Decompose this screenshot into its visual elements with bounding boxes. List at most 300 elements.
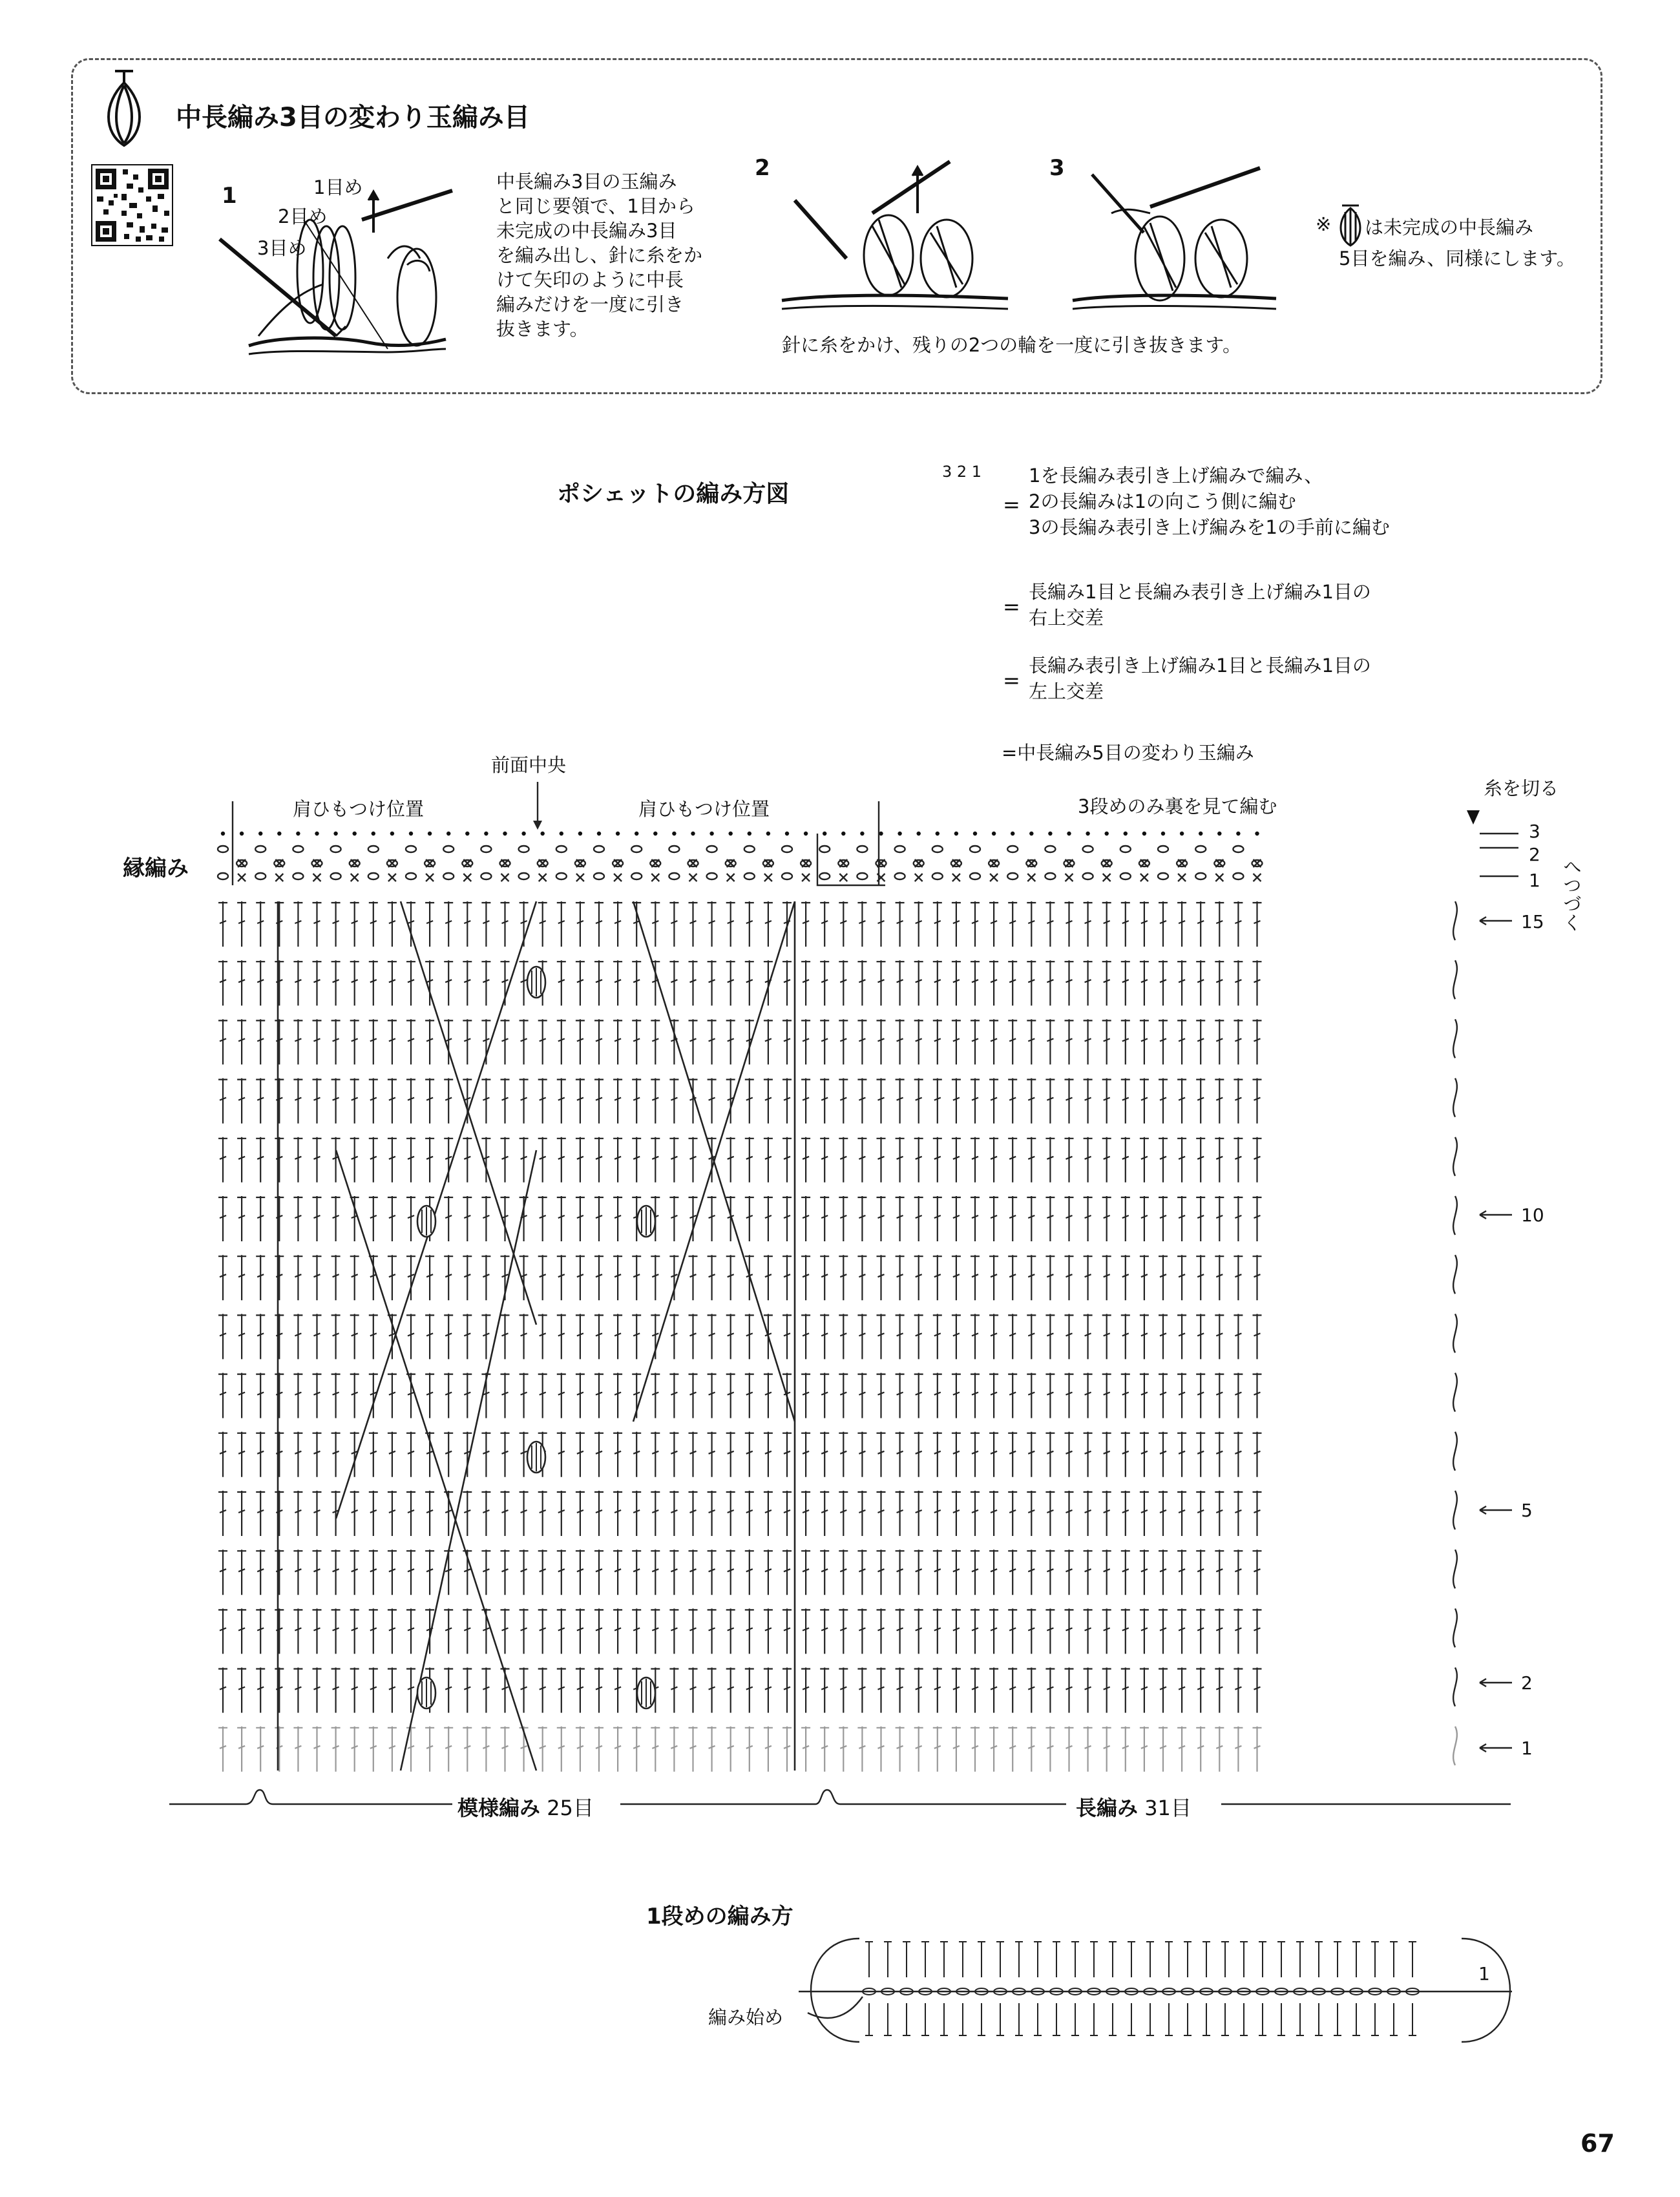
sc-stitch <box>1178 874 1186 881</box>
dc-stitch <box>1084 960 1093 1005</box>
dc-stitch <box>331 1255 341 1300</box>
dc-stitch <box>689 1255 698 1300</box>
dc-stitch <box>651 901 660 947</box>
dc-stitch <box>896 1668 905 1713</box>
dc-stitch <box>425 1019 434 1064</box>
dc-stitch <box>293 1196 302 1241</box>
dc-stitch <box>256 1196 265 1241</box>
dc-stitch <box>651 1019 660 1064</box>
dc-stitch <box>952 1314 961 1359</box>
dc-stitch <box>1121 1314 1130 1359</box>
dc-stitch <box>952 1196 961 1241</box>
dc-stitch <box>256 1255 265 1300</box>
dc-stitch <box>293 1373 302 1418</box>
dc-stitch <box>632 1550 641 1595</box>
chain-stitch <box>331 846 341 852</box>
dc-stitch <box>745 960 754 1005</box>
chain-stitch <box>782 873 792 879</box>
dc-stitch <box>1253 1373 1262 1418</box>
dc-stitch <box>839 1608 848 1654</box>
dc-stitch <box>1008 1373 1017 1418</box>
chain-stitch <box>707 846 717 852</box>
dc-stitch <box>293 1491 302 1536</box>
dc-stitch <box>952 1078 961 1124</box>
dc-stitch <box>877 1668 886 1713</box>
dc-stitch <box>1234 901 1243 947</box>
dc-stitch <box>1177 1550 1186 1595</box>
dc-stitch <box>520 1019 529 1064</box>
dc-stitch <box>256 1550 265 1595</box>
chain-stitch <box>218 873 228 879</box>
dc-stitch <box>726 1668 735 1713</box>
dc-stitch <box>1008 1491 1017 1536</box>
dc-stitch <box>839 1137 848 1183</box>
dc-stitch <box>914 1255 923 1300</box>
edging-dot <box>1142 832 1146 836</box>
dc-stitch <box>350 1255 359 1300</box>
chain-stitch <box>519 873 529 879</box>
dc-stitch <box>1102 1078 1111 1124</box>
edging-dot <box>578 832 582 836</box>
dc-stitch <box>820 1491 829 1536</box>
dc-stitch <box>726 1727 735 1772</box>
turning-chain <box>1453 1373 1457 1412</box>
dc-stitch <box>1234 1255 1243 1300</box>
dc-stitch <box>481 1078 490 1124</box>
dc-stitch <box>256 1668 265 1713</box>
dc-stitch <box>708 1373 717 1418</box>
dc-stitch <box>971 1314 980 1359</box>
dc-stitch <box>726 1550 735 1595</box>
chain-stitch <box>1195 873 1206 879</box>
sc-stitch <box>539 874 547 881</box>
edging-dot <box>1067 832 1071 836</box>
dc-stitch <box>1045 1019 1055 1064</box>
dc-stitch <box>275 1491 284 1536</box>
dc-stitch <box>1215 1137 1224 1183</box>
dc-stitch <box>989 1019 998 1064</box>
dc-stitch <box>1215 1491 1224 1536</box>
chain-stitch <box>895 873 905 879</box>
dc-stitch <box>726 1608 735 1654</box>
dc-stitch <box>1253 960 1262 1005</box>
dc-stitch <box>313 1019 322 1064</box>
dc-stitch <box>1196 960 1205 1005</box>
edging-dot <box>653 832 657 836</box>
dc-stitch <box>406 1491 415 1536</box>
dc-stitch <box>444 1314 453 1359</box>
dc-stitch <box>726 1019 735 1064</box>
sc-stitch <box>313 874 321 881</box>
dc-stitch <box>1159 1019 1168 1064</box>
dc-stitch <box>237 1196 246 1241</box>
dc-stitch <box>708 960 717 1005</box>
chain-stitch <box>669 846 679 852</box>
dc-stitch <box>632 1255 641 1300</box>
dc-stitch <box>293 1432 302 1477</box>
dc-stitch <box>520 1373 529 1418</box>
dc-stitch <box>369 1550 378 1595</box>
dc-stitch <box>857 1608 866 1654</box>
dc-stitch <box>933 1727 942 1772</box>
chain-stitch <box>443 873 454 879</box>
edging-dot <box>296 832 300 836</box>
dc-stitch <box>218 1137 227 1183</box>
edging-dot <box>390 832 394 836</box>
dc-stitch <box>745 1078 754 1124</box>
dc-stitch <box>538 1019 547 1064</box>
dc-stitch <box>1234 1491 1243 1536</box>
dc-stitch <box>1121 1608 1130 1654</box>
dc-stitch <box>1196 1137 1205 1183</box>
dc-stitch <box>313 1550 322 1595</box>
dc-stitch <box>481 1550 490 1595</box>
dc-stitch <box>594 1137 604 1183</box>
chain-stitch <box>631 873 642 879</box>
dc-stitch <box>971 1491 980 1536</box>
dc-stitch <box>1159 1078 1168 1124</box>
dc-stitch <box>237 1255 246 1300</box>
row1-dc-top <box>959 1942 967 1977</box>
dc-stitch <box>331 1668 341 1713</box>
chain-stitch <box>406 846 416 852</box>
chain-stitch <box>481 873 491 879</box>
dc-stitch <box>293 1078 302 1124</box>
dc-stitch <box>764 1137 773 1183</box>
turning-chain <box>1453 901 1457 940</box>
dc-stitch <box>801 1491 810 1536</box>
dc-stitch <box>350 901 359 947</box>
dc-stitch <box>1140 1196 1149 1241</box>
dc-stitch <box>914 1668 923 1713</box>
row1-dc-top <box>940 1942 948 1977</box>
dc-stitch <box>388 1491 397 1536</box>
dc-stitch <box>1027 1137 1036 1183</box>
dc-stitch <box>313 1373 322 1418</box>
dc-stitch <box>218 1255 227 1300</box>
dc-stitch <box>689 1432 698 1477</box>
sc-stitch <box>764 874 772 881</box>
dc-stitch <box>801 1608 810 1654</box>
dc-stitch <box>538 1078 547 1124</box>
dc-stitch <box>1027 1373 1036 1418</box>
cut-yarn-marker <box>1467 810 1480 825</box>
dc-stitch <box>1196 901 1205 947</box>
row-number-1: 1 <box>1521 1738 1533 1759</box>
dc-stitch <box>1027 1255 1036 1300</box>
dc-stitch <box>293 960 302 1005</box>
dc-stitch <box>989 1255 998 1300</box>
dc-stitch <box>1215 1255 1224 1300</box>
dc-stitch <box>1045 1137 1055 1183</box>
dc-stitch <box>481 1255 490 1300</box>
step1-label-3: 3目め <box>257 237 307 259</box>
dc-stitch <box>764 1432 773 1477</box>
chain-stitch <box>255 846 266 852</box>
dc-stitch <box>1177 960 1186 1005</box>
row1-dc-bottom <box>1165 2003 1173 2035</box>
dc-stitch <box>406 1608 415 1654</box>
dc-stitch <box>1065 1255 1074 1300</box>
dc-stitch <box>237 960 246 1005</box>
dc-stitch <box>669 1078 678 1124</box>
dc-stitch <box>275 1255 284 1300</box>
dc-stitch <box>1253 901 1262 947</box>
continue-label: へつづく <box>1560 857 1582 932</box>
dc-stitch <box>839 1550 848 1595</box>
edging-dot <box>766 832 770 836</box>
dc-stitch <box>1008 1196 1017 1241</box>
dc-stitch <box>275 1432 284 1477</box>
dc-stitch <box>1196 1608 1205 1654</box>
dc-stitch <box>669 1373 678 1418</box>
cable-cross <box>336 901 536 1519</box>
dc-stitch <box>1008 1668 1017 1713</box>
dc-stitch <box>1045 1668 1055 1713</box>
front-center-label: 前面中央 <box>491 754 567 776</box>
edging-dot <box>409 832 413 836</box>
dc-stitch <box>1177 1196 1186 1241</box>
dc-stitch <box>669 1727 678 1772</box>
dc-stitch <box>896 1019 905 1064</box>
dc-stitch <box>1102 1727 1111 1772</box>
dc-stitch <box>1177 1314 1186 1359</box>
dc-stitch <box>689 1608 698 1654</box>
dc-stitch <box>857 1078 866 1124</box>
dc-stitch <box>1159 1668 1168 1713</box>
dc-stitch <box>557 1668 566 1713</box>
dc-stitch <box>1121 1019 1130 1064</box>
pattern-brace <box>169 1790 452 1804</box>
dc-stitch <box>613 1491 622 1536</box>
dc-stitch <box>444 1668 453 1713</box>
dc-stitch <box>1159 1314 1168 1359</box>
dc-stitch <box>463 1491 472 1536</box>
dc-stitch <box>764 1668 773 1713</box>
dc-stitch <box>764 1491 773 1536</box>
chain-stitch <box>707 873 717 879</box>
dc-stitch <box>1234 1196 1243 1241</box>
chain-stitch <box>519 846 529 852</box>
row1-dc-bottom <box>1409 2003 1416 2035</box>
dc-stitch <box>1027 1196 1036 1241</box>
dc-stitch <box>1159 1608 1168 1654</box>
dc-stitch <box>689 1491 698 1536</box>
turning-chain <box>1453 1550 1457 1588</box>
dc-stitch <box>933 1019 942 1064</box>
dc-stitch <box>275 1668 284 1713</box>
dc-stitch <box>801 1550 810 1595</box>
dc-stitch <box>989 1196 998 1241</box>
turning-chain <box>1453 1314 1457 1352</box>
edging-dot <box>879 832 883 836</box>
dc-stitch <box>745 1668 754 1713</box>
dc-stitch <box>801 1373 810 1418</box>
edging-dot <box>1105 832 1109 836</box>
dc-stitch <box>914 1019 923 1064</box>
turning-chain <box>1453 1608 1457 1647</box>
dc-stitch <box>1140 901 1149 947</box>
sc-stitch <box>689 874 697 881</box>
dc-stitch <box>708 1727 717 1772</box>
dc-stitch <box>877 1608 886 1654</box>
dc-stitch <box>463 1668 472 1713</box>
dc-stitch <box>726 960 735 1005</box>
dc-stitch <box>1027 960 1036 1005</box>
sc-stitch <box>952 874 960 881</box>
dc-stitch <box>896 1432 905 1477</box>
dc-stitch <box>218 1727 227 1772</box>
dc-stitch <box>1177 1727 1186 1772</box>
dc-stitch <box>576 901 585 947</box>
row1-dc-bottom <box>1352 2003 1360 2035</box>
edging-dot <box>1161 832 1165 836</box>
dc-stitch <box>613 1078 622 1124</box>
chain-stitch <box>406 873 416 879</box>
dc-stitch <box>1027 1550 1036 1595</box>
dc-stitch <box>971 901 980 947</box>
dc-stitch <box>1140 1078 1149 1124</box>
dc-stitch <box>256 1078 265 1124</box>
row1-dc-bottom <box>903 2003 910 2035</box>
chain-stitch <box>368 846 379 852</box>
dc-stitch <box>764 1078 773 1124</box>
row1-dc-top <box>1165 1942 1173 1977</box>
dc-stitch <box>275 1373 284 1418</box>
dc-stitch <box>914 1608 923 1654</box>
dc-stitch <box>989 1608 998 1654</box>
dc-stitch <box>576 1255 585 1300</box>
dc-stitch <box>576 1550 585 1595</box>
dc-stitch <box>1215 1608 1224 1654</box>
dc-stitch <box>1008 1314 1017 1359</box>
dc-stitch <box>933 1078 942 1124</box>
dc-stitch <box>293 1608 302 1654</box>
dc-stitch <box>801 1255 810 1300</box>
dc-stitch <box>501 1608 510 1654</box>
dc-stitch <box>406 1137 415 1183</box>
dc-stitch <box>594 960 604 1005</box>
dc-stitch <box>557 1196 566 1241</box>
dc-stitch <box>256 1727 265 1772</box>
dc-stitch <box>857 1668 866 1713</box>
dc-stitch <box>839 1373 848 1418</box>
dc-stitch <box>613 1314 622 1359</box>
dc-stitch <box>877 1255 886 1300</box>
dc-stitch <box>896 1373 905 1418</box>
note-line-1: は未完成の中長編み <box>1365 216 1534 238</box>
dc-stitch <box>669 1668 678 1713</box>
dc-stitch <box>820 1019 829 1064</box>
dc-stitch <box>689 1314 698 1359</box>
dc-stitch <box>801 1137 810 1183</box>
dc-stitch <box>782 1019 792 1064</box>
dc-stitch <box>933 1196 942 1241</box>
dc-stitch <box>1027 1608 1036 1654</box>
dc-stitch <box>1234 1608 1243 1654</box>
dc-stitch <box>820 901 829 947</box>
dc-stitch <box>576 1196 585 1241</box>
dc-stitch <box>1215 1078 1224 1124</box>
chain-stitch <box>368 873 379 879</box>
dc-stitch <box>293 1727 302 1772</box>
dc-stitch <box>425 1550 434 1595</box>
dc-stitch <box>971 960 980 1005</box>
dc-stitch <box>1121 1078 1130 1124</box>
chain-stitch <box>255 873 266 879</box>
dc-stitch <box>782 1255 792 1300</box>
dc-stitch <box>952 1255 961 1300</box>
edging-dot <box>221 832 225 836</box>
dc-stitch <box>820 960 829 1005</box>
sc-stitch <box>990 874 998 881</box>
dc-stitch <box>388 1550 397 1595</box>
row1-dc-bottom <box>1334 2003 1341 2035</box>
dc-stitch <box>1084 1196 1093 1241</box>
edging-dot <box>1029 832 1033 836</box>
dc-stitch <box>708 1314 717 1359</box>
dc-stitch <box>1065 1550 1074 1595</box>
dc-stitch <box>425 1078 434 1124</box>
dc-stitch <box>350 1668 359 1713</box>
dc-stitch <box>369 1727 378 1772</box>
dc-stitch <box>501 1491 510 1536</box>
dc-stitch <box>275 1196 284 1241</box>
dc-stitch <box>933 901 942 947</box>
dc-stitch <box>613 1196 622 1241</box>
dc-stitch <box>313 1432 322 1477</box>
dc-stitch <box>237 1550 246 1595</box>
front-center-arrowhead <box>533 821 542 830</box>
dc-stitch <box>839 1668 848 1713</box>
dc-stitch <box>801 1196 810 1241</box>
cable-cross <box>336 1150 536 1771</box>
dc-stitch <box>632 1432 641 1477</box>
dc-stitch <box>857 1137 866 1183</box>
edging-dot <box>446 832 450 836</box>
dc-stitch <box>293 1668 302 1713</box>
dc-stitch <box>256 901 265 947</box>
dc-stitch <box>406 960 415 1005</box>
dc-stitch <box>1159 1137 1168 1183</box>
dc-stitch <box>989 960 998 1005</box>
legend-2-text: 長編み1目と長編み表引き上げ編み1目の 右上交差 <box>1029 581 1371 629</box>
dc-stitch <box>1140 1668 1149 1713</box>
dc-stitch <box>971 1137 980 1183</box>
dc-stitch <box>331 1373 341 1418</box>
dc-stitch <box>989 1137 998 1183</box>
row1-dc-top <box>903 1942 910 1977</box>
turning-chain <box>1453 1727 1457 1765</box>
dc-stitch <box>463 1196 472 1241</box>
dc-stitch <box>971 1668 980 1713</box>
dc-stitch <box>275 1019 284 1064</box>
dc-stitch <box>256 1373 265 1418</box>
dc-label: 長編み 31目 <box>1076 1796 1192 1820</box>
dc-stitch <box>745 1432 754 1477</box>
dc-stitch <box>463 1019 472 1064</box>
edging-dot <box>1180 832 1184 836</box>
dc-stitch <box>594 1727 604 1772</box>
dc-stitch <box>896 960 905 1005</box>
dc-stitch <box>594 1196 604 1241</box>
row1-dc-bottom <box>1053 2003 1060 2035</box>
edging-dot <box>240 832 244 836</box>
dc-stitch <box>896 1314 905 1359</box>
dc-stitch <box>989 1727 998 1772</box>
sc-stitch <box>915 874 923 881</box>
dc-stitch <box>369 901 378 947</box>
